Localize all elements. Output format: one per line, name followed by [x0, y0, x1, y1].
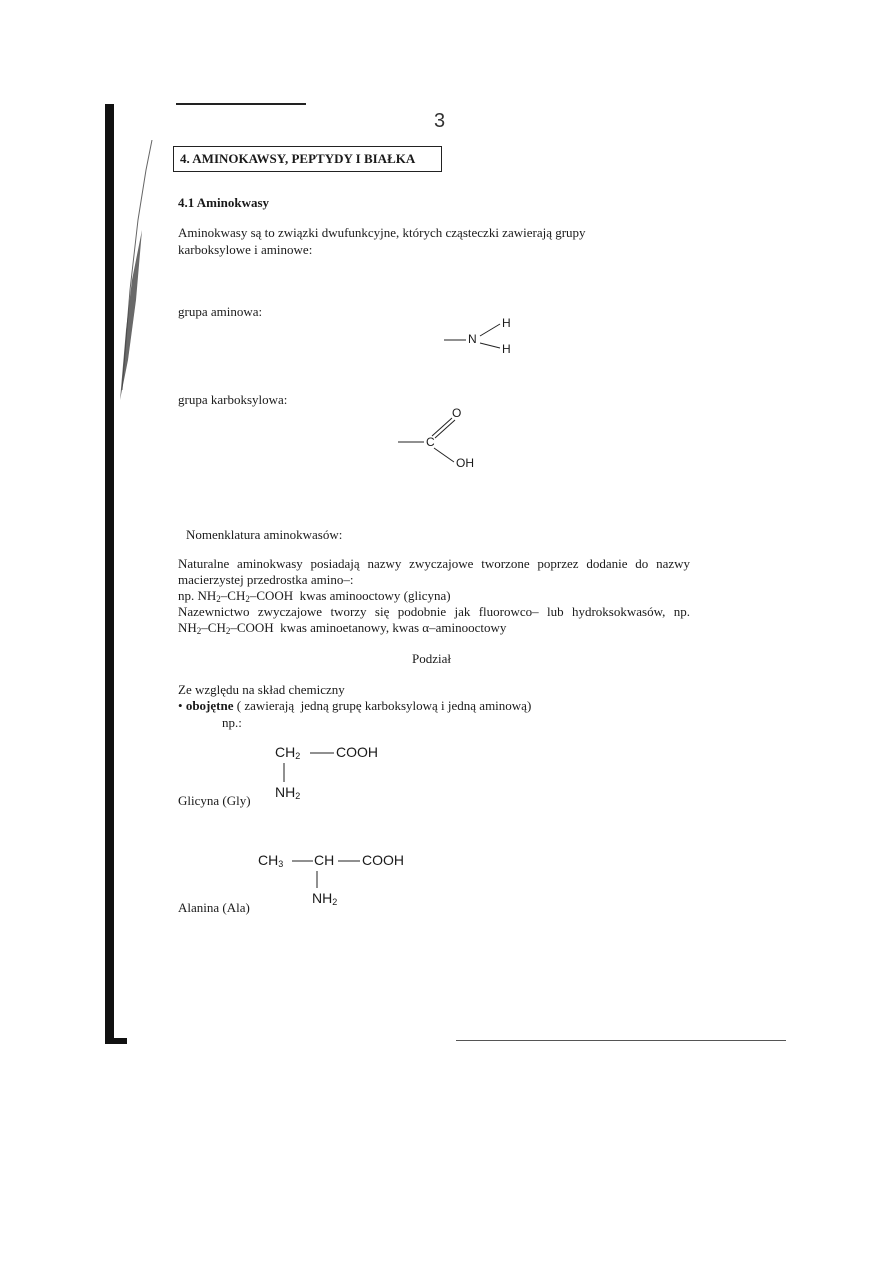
scan-bottom-corner [105, 1038, 127, 1044]
division-bullet [178, 697, 531, 714]
ex2-sub1: 2 [196, 626, 202, 636]
glycine-ch2 [275, 744, 300, 761]
alanine-ch: CH [314, 852, 335, 868]
carboxyl-atom-o: O [452, 406, 462, 420]
division-np: np.: [222, 715, 242, 730]
ex1-suffix: –COOH kwas aminooctowy (glicyna) [249, 588, 451, 603]
division-heading: Podział [412, 651, 451, 666]
amino-atom-h-top: H [502, 316, 511, 330]
page-number: 3 [434, 110, 446, 132]
bullet-bold: obojętne [185, 698, 234, 713]
scan-top-line [176, 103, 306, 105]
amino-atom-n: N [468, 332, 477, 346]
ex1-sub1: 2 [216, 594, 221, 604]
nomenclature-p1-line1: Naturalne aminokwasy posiadają nazwy zwyczajowe tworzone poprzez dodanie do nazwy [178, 556, 690, 571]
amino-group-label: grupa aminowa: [178, 304, 263, 319]
amino-atom-h-bottom: H [502, 342, 511, 356]
carboxyl-atom-oh: OH [456, 456, 474, 470]
division-criterion: Ze względu na skład chemiczny [178, 682, 345, 697]
chapter-title: 4. AMINOKAWSY, PEPTYDY I BIAŁKA [173, 146, 442, 172]
carboxyl-atom-c: C [426, 435, 435, 449]
alanine-cooh: COOH [362, 852, 404, 868]
glycine-structure [270, 742, 400, 806]
nomenclature-example-2 [178, 619, 506, 640]
ex1-mid: –CH [220, 588, 246, 603]
carboxyl-group-label: grupa karboksylowa: [178, 392, 288, 407]
bullet-dot: • [178, 698, 186, 713]
ex2-sub2: 2 [225, 626, 231, 636]
scan-shadow [112, 140, 162, 400]
ex2-mid: –CH [201, 620, 226, 635]
scan-bottom-rule [456, 1040, 786, 1041]
glycine-name: Glicyna (Gly) [178, 793, 251, 808]
intro-line-2: karboksylowe i aminowe: [178, 242, 313, 257]
alanine-ch3-text: CH [258, 852, 279, 868]
glycine-nh2-text: NH [275, 784, 296, 800]
section-title: 4.1 Aminokwasy [178, 195, 270, 210]
carboxyl-bonds [396, 404, 496, 474]
alanine-structure [256, 850, 416, 914]
nomenclature-p2-line1: Nazewnictwo zwyczajowe tworzy się podobnie jak fluorowco– lub hydroksokwasów, np. [178, 604, 690, 619]
glycine-ch2-text: CH [275, 744, 296, 760]
glycine-nh2 [275, 784, 300, 801]
alanine-ch3 [258, 852, 283, 869]
alanine-name: Alanina (Ala) [178, 900, 250, 915]
ex1-sub2: 2 [245, 594, 250, 604]
alanine-nh2-sub: 2 [332, 897, 338, 907]
alanine-nh2 [312, 890, 337, 907]
bullet-rest: ( zawierają jedną grupę karboksylową i jedną aminową) [233, 698, 532, 713]
alanine-nh2-text: NH [312, 890, 333, 906]
glycine-cooh: COOH [336, 744, 378, 760]
glycine-ch2-sub: 2 [295, 751, 301, 761]
carboxyl-group-structure [396, 404, 496, 474]
nomenclature-p1-line2: macierzystej przedrostka amino–: [178, 572, 354, 587]
intro-line-1: Aminokwasy są to związki dwufunkcyjne, których cząsteczki zawierają grupy [178, 225, 586, 240]
ex1-prefix: np. NH [178, 588, 217, 603]
amino-group-structure [440, 312, 520, 362]
nomenclature-heading: Nomenklatura aminokwasów: [186, 527, 343, 542]
ex2-prefix: NH [178, 620, 197, 635]
glycine-nh2-sub: 2 [295, 791, 301, 801]
alanine-ch3-sub: 3 [278, 859, 284, 869]
ex2-suffix: –COOH kwas aminoetanowy, kwas α–aminooctowy [230, 620, 507, 635]
